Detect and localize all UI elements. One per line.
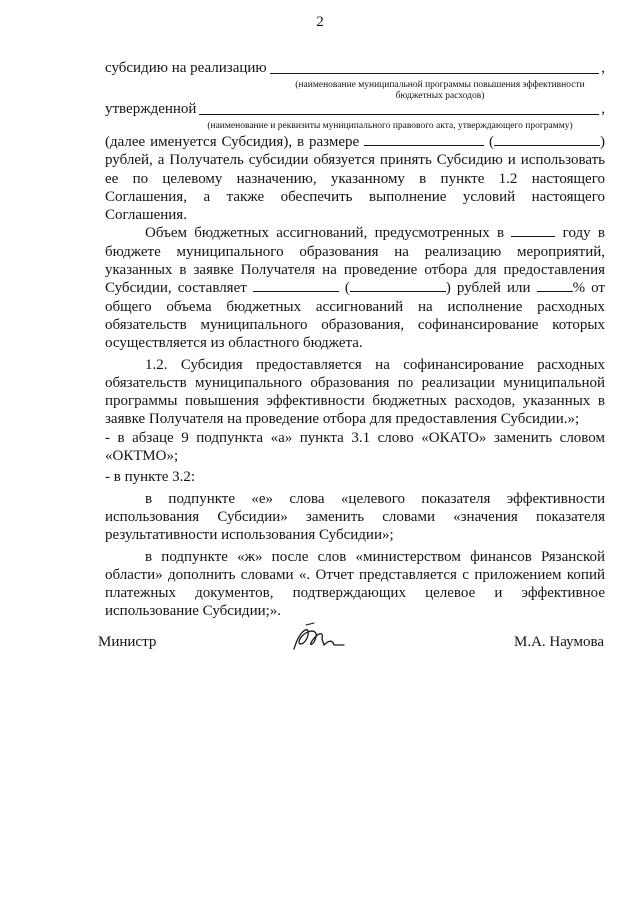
approved-by-comma: , bbox=[601, 101, 605, 117]
approved-by-label: утвержденной bbox=[105, 101, 197, 117]
year-blank bbox=[511, 224, 555, 237]
paragraph-budget-allocations: Объем бюджетных ассигнований, предусмотренных в году в бюджете муниципального образования на реализацию мероприятий, указанных в заявке Получателя на проведение отбора для предоставления Субсидии, составляет ( ) рублей или % от общего объема бюджетных ассигнований на исполнение расходных обязательств муниципального образования, софинансирование которых осуществляется из областного бюджета. bbox=[105, 225, 606, 352]
document-body bbox=[105, 133, 605, 621]
paragraph-3-2: - в пункте 3.2: bbox=[105, 469, 196, 486]
handwritten-signature-icon bbox=[288, 621, 348, 657]
paragraph-1-2: 1.2. Субсидия предоставляется на софинансирование расходных обязательств муниципального образования по реализации муниципальной программы повышения эффективности бюджетных расходов, указанных в заявке Получателя на проведение отбора для предоставления Субсидии.»; bbox=[105, 356, 605, 428]
subsidy-program-label: субсидию на реализацию bbox=[105, 60, 267, 76]
paragraph-okato: - в абзаце 9 подпункта «а» пункта 3.1 слово «ОКАТО» заменить словом «ОКТМО»; bbox=[105, 429, 605, 465]
subsidy-program-line bbox=[105, 60, 605, 77]
amount-in-words-blank bbox=[494, 133, 600, 146]
program-name-caption-line2: бюджетных расходов) bbox=[395, 91, 485, 101]
paragraph-subsidy-amount: (далее именуется Субсидия), в размере ( ) рублей, а Получатель субсидии обязуется принять Субсидию и использовать ее по целевому назначению, указанному в пункте 1.2 настоящего Соглашения, а также обеспечить выполнение условий настоящего Соглашения. bbox=[105, 134, 606, 224]
signatory-title: Министр bbox=[98, 634, 157, 650]
percent-blank bbox=[537, 279, 573, 292]
paragraph-subpoint-zh: в подпункте «ж» после слов «министерством финансов Рязанской области» дополнить словами «. Отчет представляется с приложением копий платежных документов, подтверждающих целевое и эффективное использование Субсидии;». bbox=[105, 548, 605, 620]
program-name-caption bbox=[270, 80, 610, 102]
subsidy-program-blank bbox=[270, 72, 600, 74]
amount-blank bbox=[364, 133, 484, 146]
signatory-name: М.А. Наумова bbox=[514, 634, 604, 650]
legal-act-caption: (наименование и реквизиты муниципального правового акта, утверждающего программу) bbox=[207, 121, 573, 131]
page-number: 2 bbox=[316, 14, 324, 30]
paragraph-subpoint-e: в подпункте «е» слова «целевого показателя эффективности использования Субсидии» заменить словами «значения показателя результативности использования Субсидии»; bbox=[105, 490, 605, 544]
approved-by-line bbox=[105, 101, 605, 118]
allocation-words-blank bbox=[350, 279, 446, 292]
subsidy-program-comma: , bbox=[601, 60, 605, 76]
allocation-amount-blank bbox=[253, 279, 339, 292]
approved-by-blank bbox=[199, 113, 599, 115]
program-name-caption-line1: (наименование муниципальной программы повышения эффективности bbox=[295, 80, 585, 90]
